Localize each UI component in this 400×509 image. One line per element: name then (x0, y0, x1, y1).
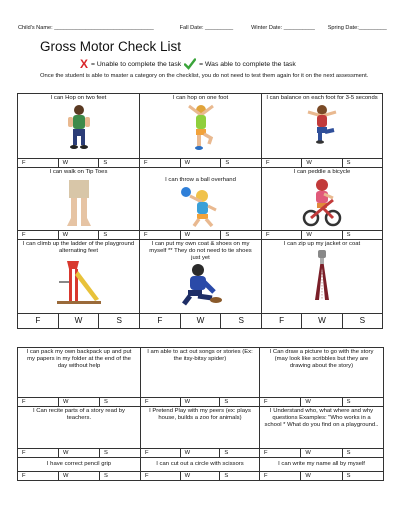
season-cell[interactable]: S (224, 473, 229, 479)
classroom-skills-grid (17, 347, 384, 481)
legend (80, 58, 296, 70)
skill-label: I can zip up my jacket or coat (283, 241, 361, 247)
season-cell[interactable]: W (181, 449, 221, 457)
season-cell[interactable]: F (262, 314, 302, 328)
season-cell[interactable]: S (346, 232, 351, 238)
season-cell[interactable]: S (116, 316, 122, 325)
season-cell[interactable]: S (346, 450, 351, 456)
season-row (18, 398, 140, 406)
skill-label: I have correct pencil grip (46, 461, 112, 467)
tiptoe-feet-icon (59, 176, 99, 228)
season-row (18, 314, 139, 328)
season-row (18, 449, 140, 457)
season-row (18, 159, 139, 167)
season-row (260, 449, 383, 457)
season-cell[interactable]: S (359, 316, 366, 325)
season-cell[interactable]: W (302, 314, 342, 328)
season-cell[interactable]: F (18, 231, 59, 239)
season-row (260, 398, 383, 406)
season-row (140, 159, 261, 167)
season-cell[interactable]: W (302, 231, 342, 239)
skill-label: I can write my name all by myself (278, 461, 365, 467)
skill-label: I can climb up the ladder of the playground alternating feet (22, 241, 135, 255)
skill-cell (18, 458, 141, 472)
child-one-foot-icon (181, 102, 221, 152)
playground-slide-icon (53, 255, 105, 307)
season-cell[interactable]: W (301, 472, 342, 480)
season-cell[interactable]: F (18, 314, 59, 328)
season-cell[interactable]: S (238, 316, 244, 325)
season-cell[interactable]: S (225, 160, 230, 166)
season-cell[interactable]: S (103, 160, 108, 166)
season-cell[interactable]: F (141, 472, 181, 480)
season-cell[interactable]: S (103, 232, 108, 238)
skill-label: I can hop on one foot (172, 95, 229, 101)
season-row (18, 472, 140, 480)
skill-cell (18, 407, 141, 449)
season-cell[interactable]: S (104, 399, 108, 405)
season-cell[interactable]: F (140, 314, 181, 328)
skill-cell (140, 240, 262, 314)
season-cell[interactable]: S (346, 473, 351, 479)
season-row (18, 231, 139, 239)
season-cell[interactable]: W (181, 472, 221, 480)
season-cell[interactable]: F (18, 472, 59, 480)
skill-label: I Pretend Play with my peers (ex: plays house, builds a zoo for animals) (149, 408, 251, 422)
season-cell[interactable]: W (181, 231, 222, 239)
season-row (262, 159, 382, 167)
winter-date-field[interactable]: Winter Date: __________ (251, 25, 315, 31)
child-throwing-ball-icon (178, 184, 224, 228)
skill-label: I can Hop on two feet (50, 95, 107, 101)
gross-motor-grid (17, 93, 383, 329)
season-cell[interactable]: S (224, 450, 229, 456)
skill-cell (18, 168, 140, 231)
skill-label: I am able to act out songs or stories (Ex: the itsy-bitsy spider) (147, 349, 253, 363)
season-cell[interactable]: F (260, 472, 301, 480)
season-cell[interactable]: W (301, 449, 342, 457)
skill-label: I Understand who, what where and why questions Examples: "Who works in a school * What do you find on a playground.. (264, 408, 379, 429)
season-cell[interactable]: S (104, 473, 108, 479)
season-cell[interactable]: W (59, 159, 100, 167)
zipper-icon (307, 248, 337, 304)
season-row (141, 449, 259, 457)
season-cell[interactable]: W (59, 472, 100, 480)
skill-label: I can balance on each foot for 3-5 seconds (266, 95, 378, 101)
legend-able-text: = Was able to complete the task (199, 60, 296, 68)
season-cell[interactable]: S (224, 399, 229, 405)
season-row (260, 472, 383, 480)
season-cell[interactable]: F (141, 449, 181, 457)
season-cell[interactable]: F (260, 398, 301, 406)
skill-cell (260, 407, 384, 449)
skill-label: I can cut out a circle with scissors (156, 461, 244, 467)
skill-label: I can put my own coat & shoes on my myself ** They do not need to tie shoes just yet (149, 241, 252, 262)
child-balancing-icon (302, 102, 342, 144)
x-mark-icon: X (80, 57, 89, 71)
skill-cell (260, 458, 384, 472)
skill-cell (141, 348, 260, 398)
skill-cell (141, 407, 260, 449)
skill-cell (140, 94, 262, 159)
season-cell[interactable]: S (346, 160, 351, 166)
skill-label: I can throw a ball overhand (165, 177, 236, 183)
skill-cell (260, 348, 384, 398)
instructions: Once the student is able to master a category on the checklist, you do not need to test them again for it on the next assessment. (40, 73, 369, 79)
page-title: Gross Motor Check List (40, 39, 182, 54)
skill-cell (18, 94, 140, 159)
check-mark-icon (184, 58, 196, 70)
season-cell[interactable]: W (59, 314, 100, 328)
season-row (140, 314, 261, 328)
spring-date-field[interactable]: Spring Date:_________ (327, 25, 387, 31)
season-cell[interactable]: W (59, 449, 100, 457)
skill-label: I Can draw a picture to go with the story (may look like scribbles but they are drawing about the story) (269, 349, 374, 370)
fall-date-field[interactable]: Fall Date: _________ (179, 25, 234, 31)
season-cell[interactable]: W (59, 398, 100, 406)
childs-name-field[interactable]: Child's Name: ________________________________ (18, 25, 154, 31)
skill-cell (18, 240, 140, 314)
season-row (140, 231, 261, 239)
season-cell[interactable]: F (262, 159, 302, 167)
skill-label: I can peddle a bicycle (293, 169, 351, 175)
season-cell[interactable]: W (302, 159, 342, 167)
skill-cell (18, 348, 141, 398)
season-cell[interactable]: W (59, 231, 100, 239)
season-cell[interactable]: F (260, 449, 301, 457)
skill-label: I can pack my own backpack up and put my papers in my folder at the end of the day without help (26, 349, 132, 370)
season-cell[interactable]: W (181, 159, 222, 167)
skill-label: I can walk on Tip Toes (49, 169, 108, 175)
season-cell[interactable]: F (262, 231, 302, 239)
season-cell[interactable]: F (140, 231, 181, 239)
skill-label: I Can recite parts of a story read by teachers. (32, 408, 125, 422)
skill-cell (262, 240, 383, 314)
season-cell[interactable]: F (141, 398, 181, 406)
legend-unable-text: = Unable to complete the task (91, 60, 182, 68)
child-hopping-icon (59, 102, 99, 152)
season-cell[interactable]: F (18, 398, 59, 406)
skill-cell (140, 168, 262, 231)
skill-cell (141, 458, 260, 472)
season-cell[interactable]: F (18, 159, 59, 167)
season-row (141, 472, 259, 480)
header-fields (18, 25, 388, 31)
season-row (141, 398, 259, 406)
season-cell[interactable]: S (104, 450, 108, 456)
child-tricycle-icon (299, 176, 345, 228)
season-cell[interactable]: W (181, 398, 221, 406)
skill-cell (262, 168, 383, 231)
season-cell[interactable]: S (346, 399, 351, 405)
season-cell[interactable]: W (181, 314, 222, 328)
season-row (262, 314, 382, 328)
season-cell[interactable]: F (18, 449, 59, 457)
season-cell[interactable]: W (301, 398, 342, 406)
child-putting-shoes-icon (176, 262, 226, 308)
skill-cell (262, 94, 383, 159)
season-row (262, 231, 382, 239)
season-cell[interactable]: S (225, 232, 230, 238)
season-cell[interactable]: F (140, 159, 181, 167)
